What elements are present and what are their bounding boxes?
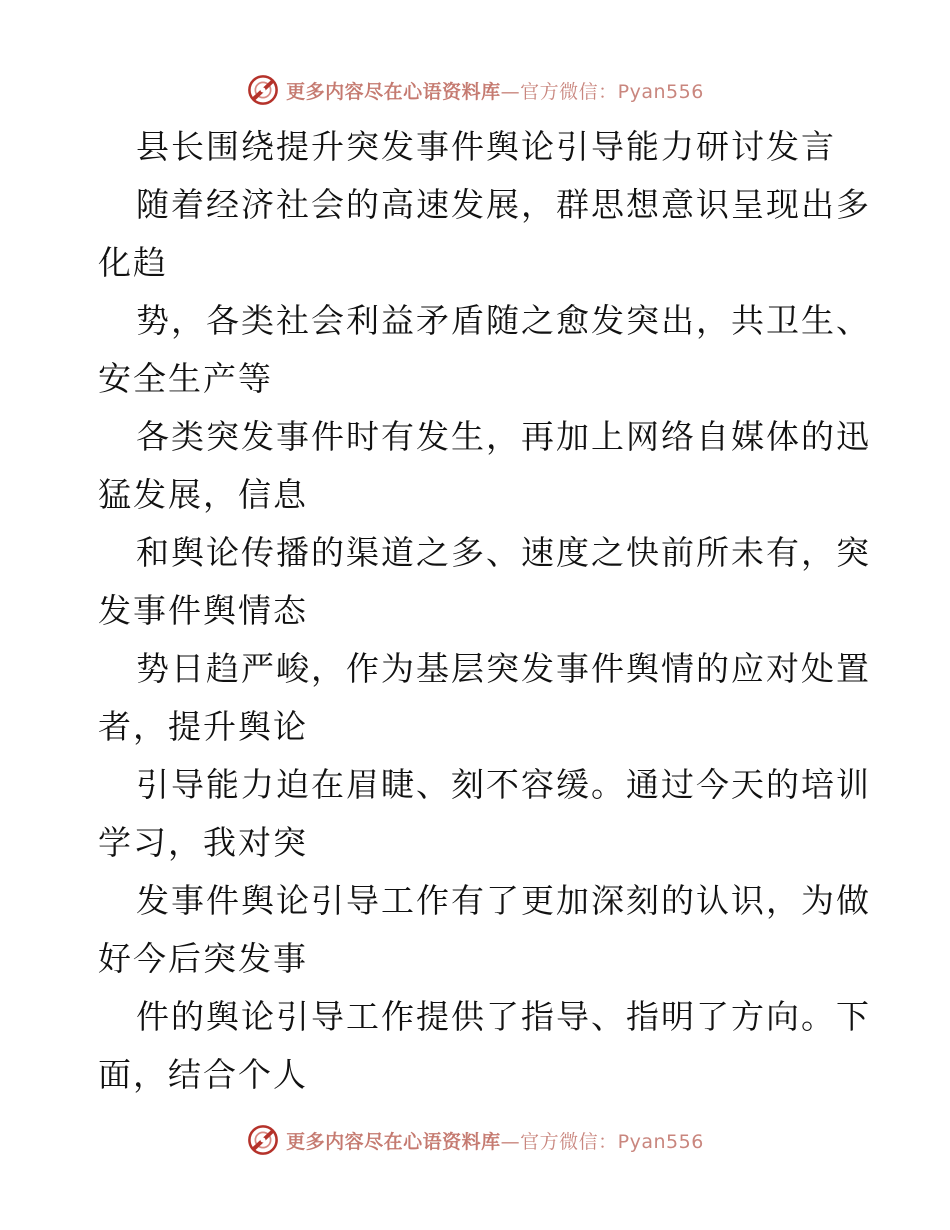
banner-brand-text: 更多内容尽在心语资料库 [286,80,501,103]
text-line: 安全生产等 [98,359,273,398]
banner-text [286,1127,704,1154]
paragraph-lines [98,176,871,1104]
document-title: 县长围绕提升突发事件舆论引导能力研讨发言 [136,127,836,166]
text-line: 件的舆论引导工作提供了指导、指明了方向。下 [136,997,871,1036]
brand-logo-icon [246,73,280,107]
brand-logo-icon [246,1123,280,1157]
banner-separator: — [500,1130,521,1153]
text-line: 和舆论传播的渠道之多、速度之快前所未有，突 [136,533,871,572]
text-line: 学习，我对突 [98,823,308,862]
banner-wechat-text: 官方微信：Pyan556 [520,1130,704,1153]
text-line: 发事件舆论引导工作有了更加深刻的认识，为做 [136,881,871,920]
text-line: 猛发展，信息 [98,475,308,514]
text-line: 势日趋严峻，作为基层突发事件舆情的应对处置 [136,649,871,688]
text-line: 好今后突发事 [98,939,308,978]
banner-brand-text: 更多内容尽在心语资料库 [286,1130,501,1153]
text-line: 面，结合个人 [98,1055,308,1094]
text-line: 随着经济社会的高速发展，群思想意识呈现出多 [136,185,871,224]
text-line: 各类突发事件时有发生，再加上网络自媒体的迅 [136,417,871,456]
text-line: 势，各类社会利益矛盾随之愈发突出，共卫生、 [136,301,871,340]
banner-text [286,77,704,104]
text-line: 引导能力迫在眉睫、刻不容缓。通过今天的培训 [136,765,871,804]
text-line: 化趋 [98,243,168,282]
document-body [98,118,871,1104]
text-line: 者，提升舆论 [98,707,308,746]
footer-banner [0,1120,950,1160]
text-line: 发事件舆情态 [98,591,308,630]
banner-separator: — [500,80,521,103]
banner-wechat-text: 官方微信：Pyan556 [520,80,704,103]
header-banner [0,70,950,110]
